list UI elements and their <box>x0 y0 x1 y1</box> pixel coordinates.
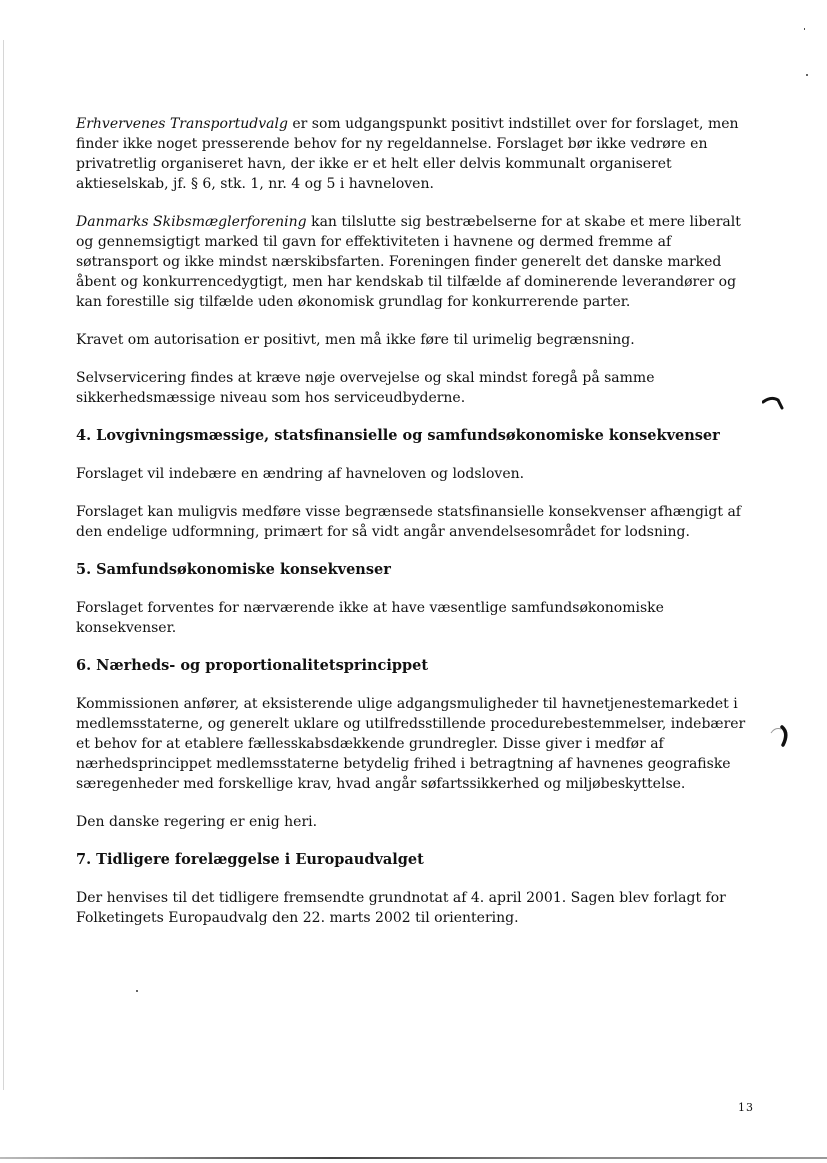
org-name-skibsmaeglerforening: Danmarks Skibsmæglerforening <box>76 214 307 230</box>
section-4-paragraph-2: Forslaget kan muligvis medføre visse begrænsede statsfinansielle konsekvenser afhængigt af den endelige udformning, primært for så vidt angår anvendelsesområdet for lodsning. <box>76 504 741 540</box>
punch-mark-icon <box>767 725 791 747</box>
section-5-paragraph-1: Forslaget forventes for nærværende ikke at have væsentlige samfundsøkonomiske konsekvenser. <box>76 600 664 636</box>
section-5-heading: 5. Samfundsøkonomiske konsekvenser <box>76 561 391 578</box>
scan-speck <box>136 990 138 992</box>
scan-speck <box>804 28 805 30</box>
paragraph-selvservicering: Selvservicering findes at kræve nøje overvejelse og skal mindst foregå på samme sikkerhedsmæssige niveau som hos serviceudbyderne. <box>76 370 655 406</box>
page-number: 13 <box>738 1101 754 1114</box>
section-7-heading: 7. Tidligere forelæggelse i Europaudvalget <box>76 851 424 868</box>
paragraph-autorisation: Kravet om autorisation er positivt, men må ikke føre til urimelig begrænsning. <box>76 332 635 348</box>
paragraph-text: er som udgangspunkt positivt indstillet over for forslaget, men finder ikke noget presserende behov for ny regeldannelse. Forslaget bør ikke vedrøre en privatretlig organiseret havn, der ikke er et helt eller delvis kommunalt organiseret aktieselskab, jf. § 6, stk. 1, nr. 4 og 5 i havneloven. <box>76 116 739 192</box>
org-name-transportudvalg: Erhvervenes Transportudvalg <box>76 116 288 132</box>
scan-edge-left <box>3 40 4 1090</box>
section-6-heading: 6. Nærheds- og proportionalitetsprincippet <box>76 657 429 674</box>
scan-edge-bottom <box>0 1157 827 1159</box>
paragraph-skibsmaeglerforening <box>76 212 748 312</box>
section-4-paragraph-1: Forslaget vil indebære en ændring af havneloven og lodsloven. <box>76 466 525 482</box>
scan-speck <box>806 74 808 76</box>
document-body <box>76 114 748 946</box>
paragraph-text: kan tilslutte sig bestræbelserne for at skabe et mere liberalt og gennemsigtigt marked til gavn for effektiviteten i havnene og dermed fremme af søtransport og ikke mindst nærskibsfarten. Foreningen finder generelt det danske marked åbent og konkurrencedygtigt, men har kendskab til tilfælde af dominerende leverandører og kan forestille sig tilfælde uden økonomisk grundlag for konkurrerende parter. <box>76 214 741 310</box>
punch-mark-icon <box>762 396 784 410</box>
section-7-paragraph-1: Der henvises til det tidligere fremsendte grundnotat af 4. april 2001. Sagen blev forlagt for Folketingets Europaudvalg den 22. marts 2002 til orientering. <box>76 890 726 926</box>
section-6-paragraph-2: Den danske regering er enig heri. <box>76 814 318 830</box>
paragraph-transportudvalg <box>76 114 748 194</box>
section-4-heading: 4. Lovgivningsmæssige, statsfinansielle og samfundsøkonomiske konsekvenser <box>76 427 720 444</box>
section-6-paragraph-1: Kommissionen anfører, at eksisterende ulige adgangsmuligheder til havnetjenestemarkedet i medlemsstaterne, og generelt uklare og utilfredsstillende procedurebestemmelser, indebærer et behov for at etablere fællesskabsdækkende grundregler. Disse giver i medfør af nærhedsprincippet medlemsstaterne betydelig frihed i betragtning af havnenes geografiske særegenheder med forskellige krav, hvad angår søfartssikkerhed og miljøbeskyttelse. <box>76 696 746 792</box>
